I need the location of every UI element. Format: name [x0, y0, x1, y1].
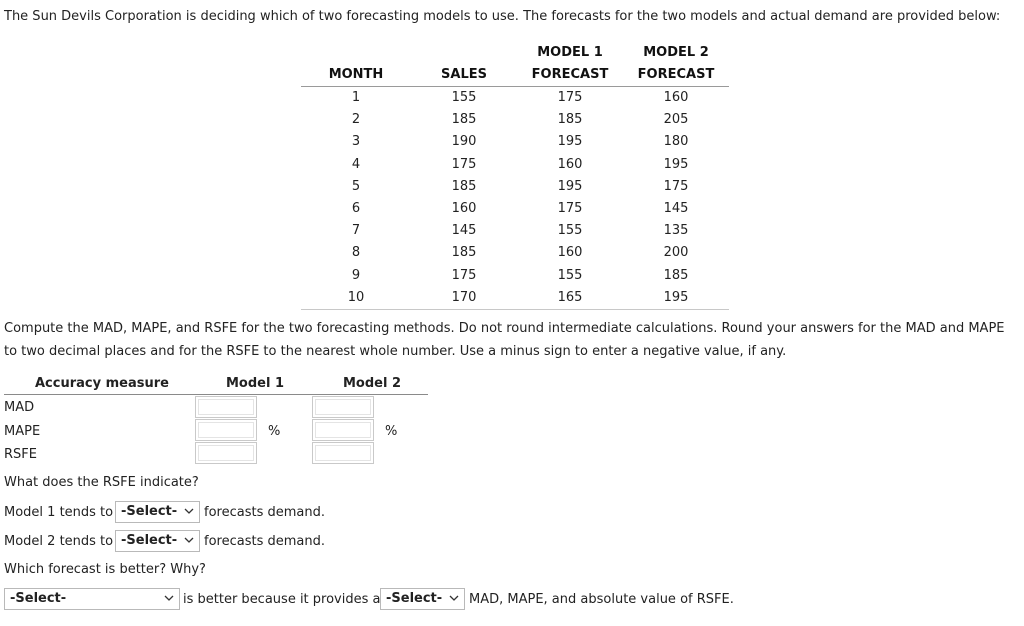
chevron-down-icon	[164, 593, 174, 603]
cell-model2: 135	[663, 223, 689, 239]
mape-model1-input[interactable]	[195, 419, 257, 441]
header-model2-bottom: FORECAST	[623, 64, 729, 87]
col-header-model1: Model 1	[226, 376, 285, 391]
forecast-table	[301, 42, 729, 310]
cell-month: 3	[351, 134, 361, 150]
cell-sales: 190	[451, 134, 477, 150]
cell-sales: 185	[451, 112, 477, 128]
cell-model1: 195	[557, 134, 583, 150]
chevron-down-icon	[449, 593, 459, 603]
cell-month: 6	[351, 201, 361, 217]
cell-model2: 205	[663, 112, 689, 128]
model1-tendency-select[interactable]	[115, 501, 200, 523]
better-middle-text: is better because it provides a	[183, 592, 381, 607]
cell-sales: 175	[451, 267, 477, 283]
better-suffix-text: MAD, MAPE, and absolute value of RSFE.	[469, 592, 734, 607]
mape-model2-input[interactable]	[312, 419, 374, 441]
table-row	[301, 220, 729, 242]
table-row	[301, 287, 729, 310]
table-row	[301, 176, 729, 198]
select-value: -Select-	[121, 533, 178, 548]
better-reason-select[interactable]	[380, 588, 465, 610]
col-header-model2: Model 2	[343, 376, 402, 391]
question-better: Which forecast is better? Why?	[4, 562, 206, 577]
header-sales: SALES	[411, 64, 517, 87]
select-value: -Select-	[10, 591, 67, 606]
cell-model2: 180	[663, 134, 689, 150]
cell-month: 8	[351, 245, 361, 261]
mape-model2-percent: %	[385, 424, 398, 439]
chevron-down-icon	[184, 506, 194, 516]
rsfe-model1-input[interactable]	[195, 442, 257, 464]
cell-month: 10	[301, 287, 411, 310]
model2-tendency-select[interactable]	[115, 530, 200, 552]
cell-sales: 155	[451, 90, 477, 105]
mad-model2-input[interactable]	[312, 396, 374, 418]
intro-text: The Sun Devils Corporation is deciding which of two forecasting models to use. The forecasts for the two models and actual demand are provided below:	[4, 9, 1001, 24]
chevron-down-icon	[184, 535, 194, 545]
better-model-select[interactable]	[4, 588, 180, 610]
cell-sales: 175	[451, 156, 477, 172]
table-row	[301, 265, 729, 287]
cell-model2: 175	[663, 178, 689, 194]
cell-model2: 185	[663, 267, 689, 283]
header-month: MONTH	[301, 64, 411, 87]
cell-model2: 145	[663, 201, 689, 217]
cell-model2: 195	[623, 287, 729, 310]
model1-suffix: forecasts demand.	[204, 505, 325, 520]
row-label-mad: MAD	[4, 400, 35, 415]
rsfe-model2-input[interactable]	[312, 442, 374, 464]
cell-model1: 155	[557, 223, 583, 239]
table-row	[301, 154, 729, 176]
cell-sales: 185	[451, 178, 477, 194]
cell-model1: 160	[557, 156, 583, 172]
model2-suffix: forecasts demand.	[204, 534, 325, 549]
cell-model2: 200	[663, 245, 689, 261]
table-row	[301, 109, 729, 131]
col-header-accuracy-measure: Accuracy measure	[35, 376, 169, 391]
header-model2-top: MODEL 2	[643, 45, 709, 60]
row-label-mape: MAPE	[4, 424, 41, 439]
cell-model2: 160	[663, 90, 689, 105]
table-row	[301, 242, 729, 264]
cell-month: 1	[351, 90, 361, 105]
cell-model1: 165	[517, 287, 623, 310]
table-row	[301, 131, 729, 153]
row-label-rsfe: RSFE	[4, 447, 37, 462]
header-model1-bottom: FORECAST	[517, 64, 623, 87]
cell-model1: 175	[557, 90, 583, 105]
cell-month: 9	[351, 267, 361, 283]
select-value: -Select-	[386, 591, 443, 606]
cell-model1: 155	[557, 267, 583, 283]
cell-model2: 195	[663, 156, 689, 172]
mad-model1-input[interactable]	[195, 396, 257, 418]
cell-model1: 195	[557, 178, 583, 194]
cell-model1: 160	[557, 245, 583, 261]
cell-sales: 185	[451, 245, 477, 261]
table-row	[301, 87, 729, 110]
cell-sales: 160	[451, 201, 477, 217]
cell-month: 2	[351, 112, 361, 128]
cell-model1: 175	[557, 201, 583, 217]
select-value: -Select-	[121, 504, 178, 519]
cell-sales: 145	[451, 223, 477, 239]
mape-model1-percent: %	[268, 424, 281, 439]
model1-prefix: Model 1 tends to	[4, 505, 114, 520]
model2-prefix: Model 2 tends to	[4, 534, 114, 549]
table-row	[301, 198, 729, 220]
cell-sales: 170	[411, 287, 517, 310]
header-divider	[4, 394, 428, 395]
header-model1-top: MODEL 1	[537, 45, 603, 60]
cell-model1: 185	[557, 112, 583, 128]
cell-month: 7	[351, 223, 361, 239]
question-rsfe: What does the RSFE indicate?	[4, 475, 199, 490]
cell-month: 4	[351, 156, 361, 172]
instructions-text: Compute the MAD, MAPE, and RSFE for the two forecasting methods. Do not round intermediate calculations. Round your answers for the MAD and MAPE to two decimal places and for the RSFE to the nearest whole number. Use a minus sign to enter a negative value, if any.	[4, 321, 1005, 359]
cell-month: 5	[351, 178, 361, 194]
